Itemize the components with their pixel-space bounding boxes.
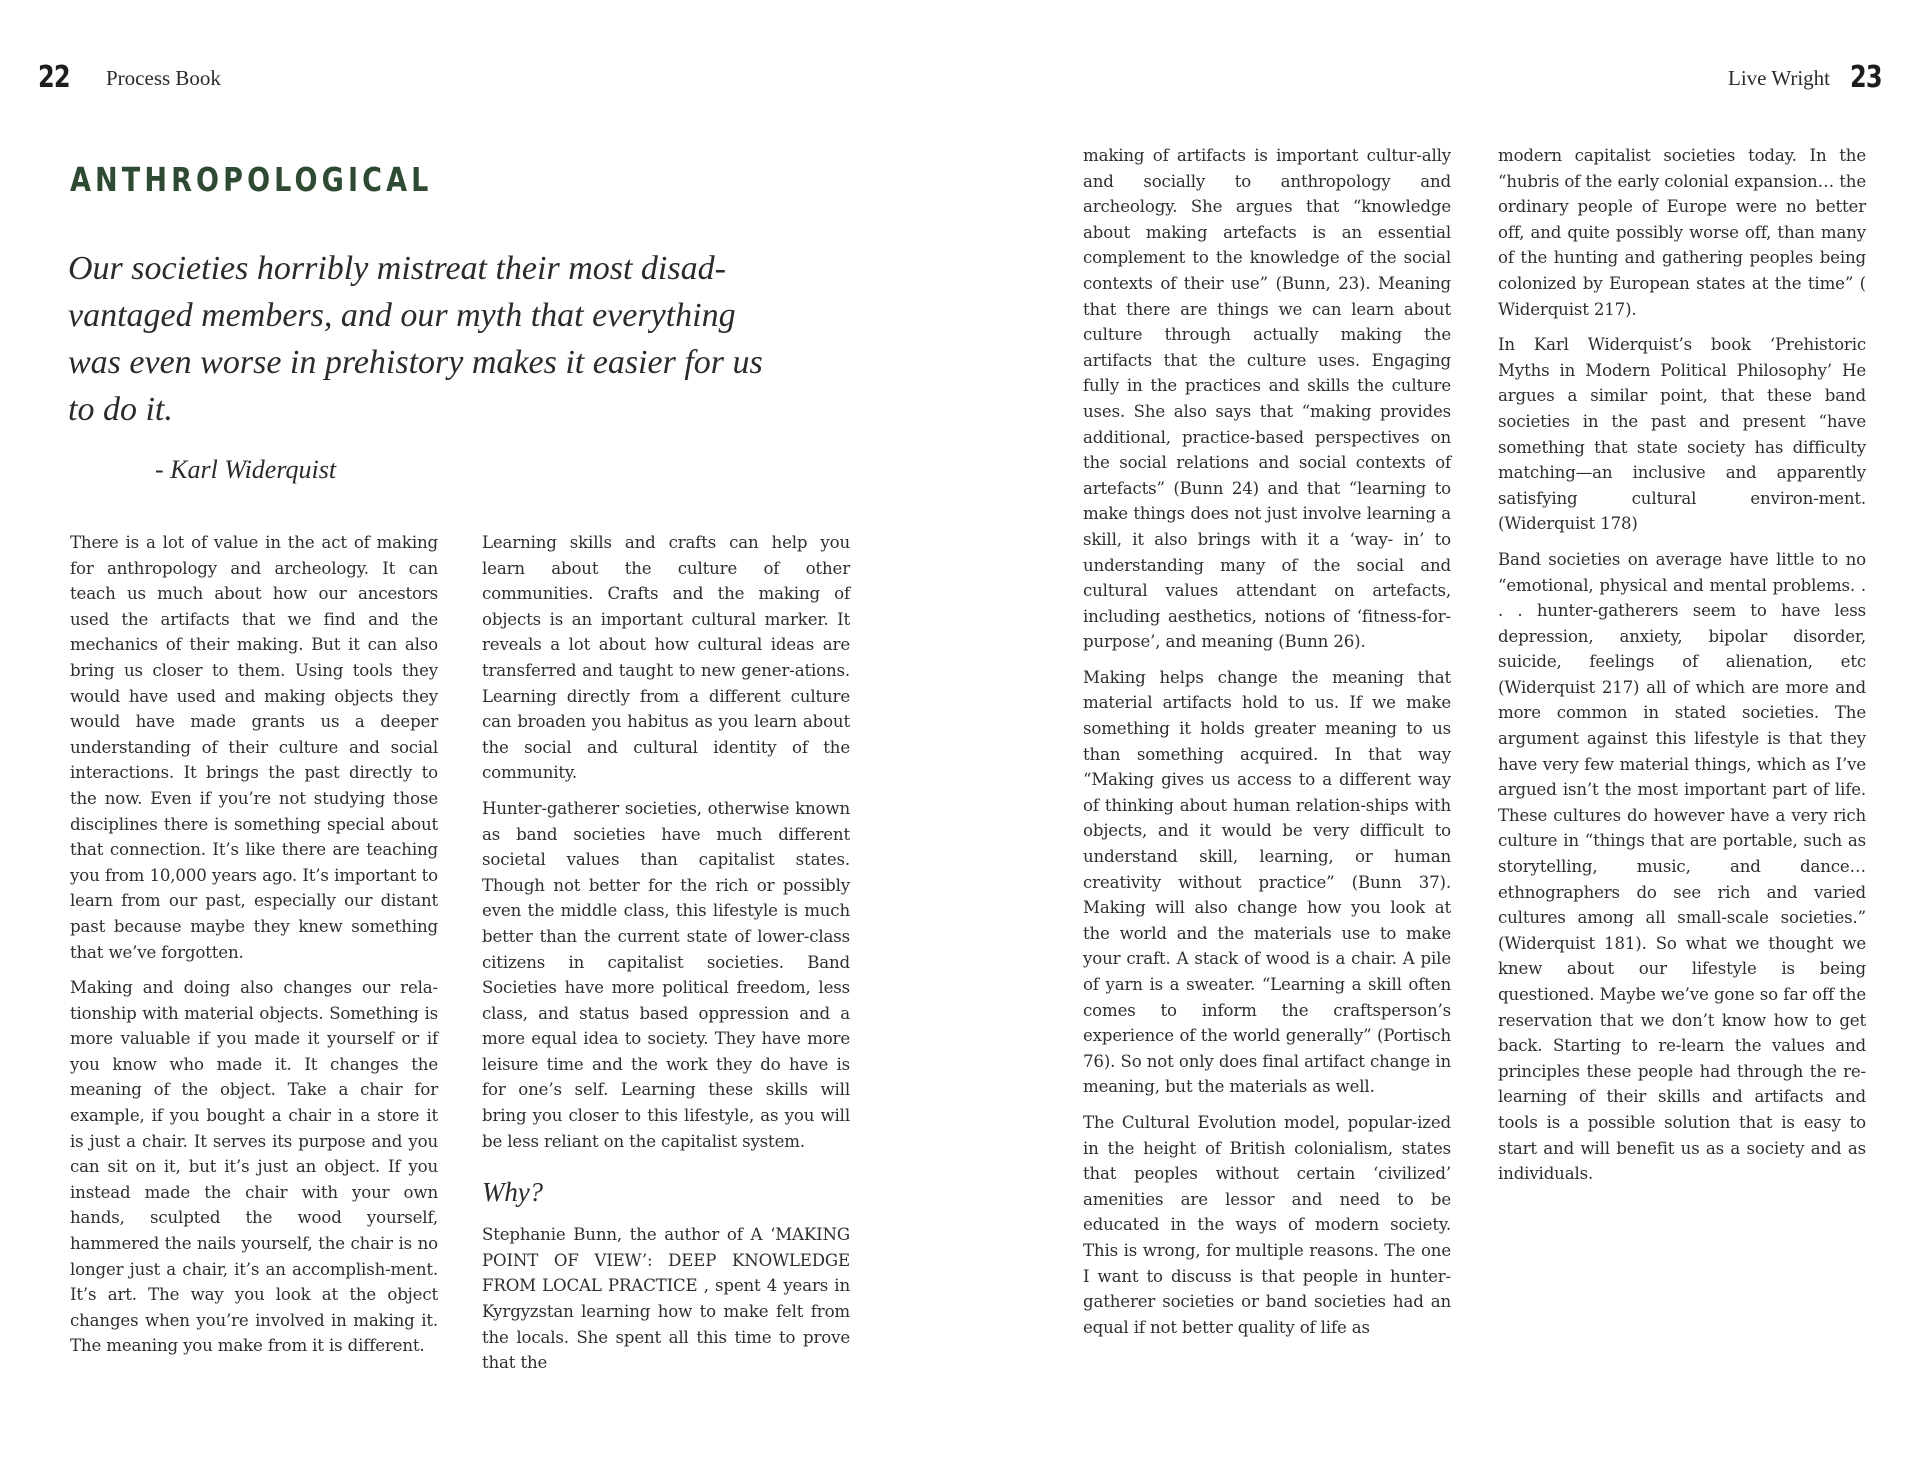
paragraph: Making helps change the meaning that material artifacts hold to us. If we make something it holds greater meaning to us than something acquired. In that way “Making gives us access to a different way of thinking about human relation-ships with objects, and it would be very difficult to understand skill, learning, or human creativity without practice” (Bunn 37). Making will also change how you look at the world and the materials use to make your craft. A stack of wood is a chair. A pile of yarn is a sweater. “Learning a skill often comes to inform the craftsperson’s experience of the world generally” (Portisch 76). So not only does final artifact change in meaning, but the materials as well. xyxy=(1083,667,1451,1097)
body-column-4 xyxy=(1498,143,1866,1197)
right-running-head: Live Wright xyxy=(1728,66,1830,90)
left-page-number: 22 xyxy=(38,60,70,95)
section-title: ANTHROPOLOGICAL xyxy=(70,160,433,199)
paragraph: The Cultural Evolution model, popular-ized in the height of British colonialism, states that peoples without certain ‘civilized’ amenities are lessor and need to be educated in the ways of modern society. This is wrong, for multiple reasons. The one I want to discuss is that people in hunter-gatherer societies or band societies had an equal if not better quality of life as xyxy=(1083,1112,1451,1337)
left-running-head: Process Book xyxy=(106,66,221,90)
paragraph: Making and doing also changes our rela-tionship with material objects. Something is more valuable if you made it yourself or if you know who made it. It changes the meaning of the object. Take a chair for example, if you bought a chair in a store it is just a chair. It serves its purpose and you can sit on it, but it’s just an object. If you instead made the chair with your own hands, sculpted the wood yourself, hammered the nails yourself, the chair is no longer just a chair, it’s an accomplish-ment. It’s art. The way you look at the object changes when you’re involved in making it. The meaning you make from it is different. xyxy=(70,978,438,1356)
paragraph: In Karl Widerquist’s book ‘Prehistoric Myths in Modern Political Philosophy’ He argues a similar point, that these band societies in the past and present “have something that state society has difficulty matching—an inclusive and apparently satisfying cultural environ-ment. (Widerquist 178) xyxy=(1498,335,1866,534)
right-page-number: 23 xyxy=(1850,60,1882,95)
pull-quote: Our societies horribly mistreat their most disad-vantaged members, and our myth that everything was even worse in prehistory makes it easier for us to do it. xyxy=(68,250,763,428)
paragraph: There is a lot of value in the act of making for anthropology and archeology. It can teach us much about how our ancestors used the artifacts that we find and the mechanics of their making. But it can also bring us closer to them. Using tools they would have used and making objects they would have made grants us a deeper understanding of their culture and social interactions. It brings the past directly to the now. Even if you’re not studying those disciplines there is something special about that connection. It’s like there are teaching you from 10,000 years ago. It’s important to learn from our past, especially our distant past because maybe they knew something that we’ve forgotten. xyxy=(70,533,438,962)
body-column-2 xyxy=(482,530,850,1386)
subheading-why: Why? xyxy=(482,1177,543,1208)
paragraph: Band societies on average have little to no “emotional, physical and mental problems. . . . hunter-gatherers seem to have less depression, anxiety, bipolar disorder, suicide, feelings of alienation, etc (Widerquist 217) all of which are more and more common in stated societies. The argument against this lifestyle is that they have very few material things, which as I’ve argued isn’t the most important part of life. These cultures do however have a very rich culture in “things that are portable, such as storytelling, music, and dance… ethnographers do see rich and varied cultures among all small-scale societies.” (Widerquist 181). So what we thought we knew about our lifestyle is being questioned. Maybe we’ve gone so far off the reservation that we don’t know how to get back. Starting to re-learn the values and principles these people had through the re-learning of their skills and artifacts and tools is a possible solution that is easy to start and will benefit us as a society and as individuals. xyxy=(1498,549,1866,1184)
body-column-1 xyxy=(70,530,438,1369)
quote-attribution: - Karl Widerquist xyxy=(155,455,337,484)
paragraph: Stephanie Bunn, the author of A ‘MAKING POINT OF VIEW’: DEEP KNOWLEDGE FROM LOCAL PRACTICE , spent 4 years in Kyrgyzstan learning how to make felt from the locals. She spent all this time to prove that the xyxy=(482,1225,850,1373)
paragraph: Hunter-gatherer societies, otherwise known as band societies have much different societal values than capitalist states. Though not better for the rich or possibly even the middle class, this lifestyle is much better than the current state of lower-class citizens in capitalist societies. Band Societies have more political freedom, less class, and status based oppression and a more equal idea to society. They have more leisure time and the work they do have is for one’s self. Learning these skills will bring you closer to this lifestyle, as you will be less reliant on the capitalist system. xyxy=(482,798,850,1151)
paragraph: Learning skills and crafts can help you learn about the culture of other communities. Crafts and the making of objects is an important cultural marker. It reveals a lot about how cultural ideas are transferred and taught to new gener-ations. Learning directly from a different culture can broaden you habitus as you learn about the social and cultural identity of the community. xyxy=(482,533,850,783)
paragraph: modern capitalist societies today. In the “hubris of the early colonial expansion… the ordinary people of Europe were no better off, and quite possibly worse off, than many of the hunting and gathering peoples being colonized by European states at the time” ( Widerquist 217). xyxy=(1498,146,1866,319)
paragraph: making of artifacts is important cultur-ally and socially to anthropology and archeology. She argues that “knowledge about making artefacts is an essential complement to the knowledge of the social contexts of their use” (Bunn, 23). Meaning that there are things we can learn about culture through actually making the artifacts that the culture uses. Engaging fully in the practices and skills the culture uses. She also says that “making provides additional, practice-based perspectives on the social relations and social contexts of artefacts” (Bunn 24) and that “learning to make things does not just involve learning a skill, it also brings with it a ‘way- in’ to understanding many of the social and cultural values attendant on artefacts, including aesthetics, notions of ‘fitness-for-purpose’, and meaning (Bunn 26). xyxy=(1083,146,1451,652)
body-column-3 xyxy=(1083,143,1451,1350)
